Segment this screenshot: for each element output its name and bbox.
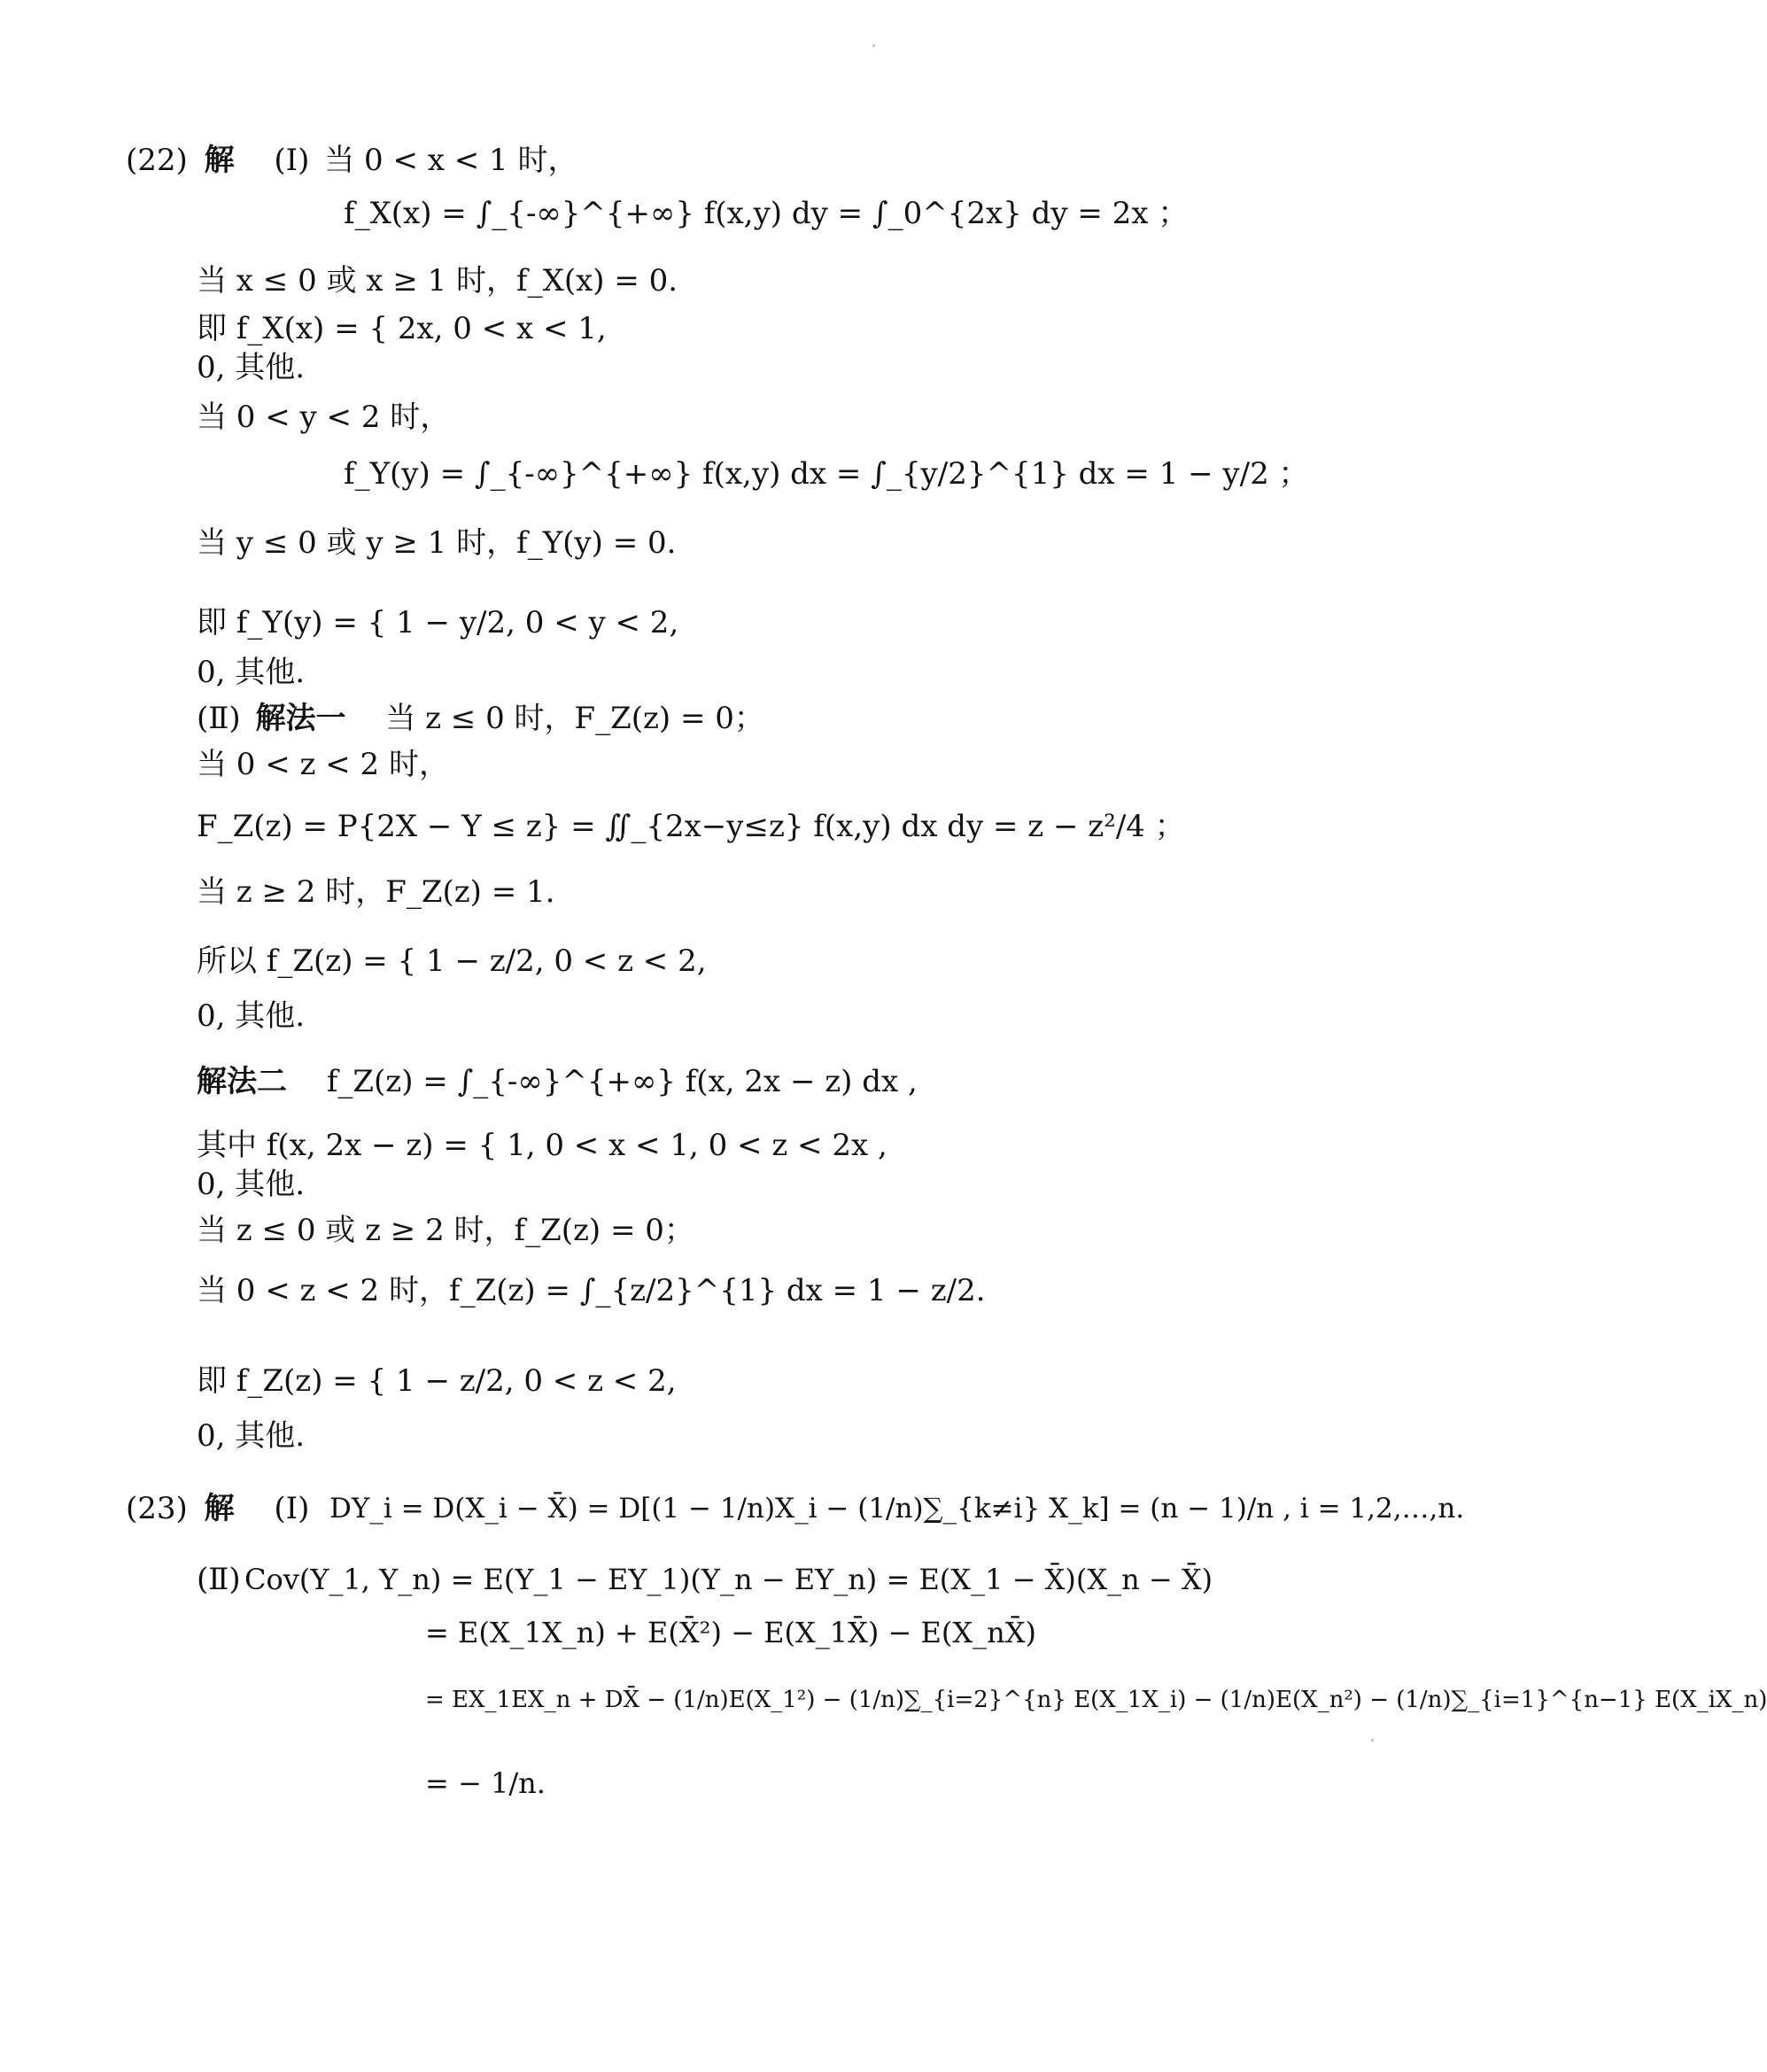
formula-fy: f_Y(y) = ∫_{-∞}^{+∞} f(x,y) dx = ∫_{y/2}^{1} dx = 1 − y/2 ； [344,456,1309,492]
problem-23-heading [126,1488,309,1529]
piecewise-fx-2: 0, 其他. [197,350,306,385]
piecewise-f-2: 0, 其他. [197,1167,306,1202]
cov-line-1: Cov(Y_1, Y_n) = E(Y_1 − EY_1)(Y_n − EY_n) = E(X_1 − X̄)(X_n − X̄) [244,1563,1213,1596]
scan-speck [1371,1739,1374,1742]
problem-number: (22) [126,143,188,178]
problem-22-heading [126,140,577,181]
text-line: 当 z ≤ 0 时，F_Z(z) = 0； [385,701,764,736]
text-line: 当 y ≤ 0 或 y ≥ 1 时，f_Y(y) = 0. [197,525,677,561]
cov-line-4: = − 1/n. [425,1766,546,1800]
text-line: 当 z ≥ 2 时，F_Z(z) = 1. [197,874,555,910]
formula-fz: 当 0 < z < 2 时，f_Z(z) = ∫_{z/2}^{1} dx = 1 − z/2. [197,1273,986,1308]
formula-fz-integral: f_Z(z) = ∫_{-∞}^{+∞} f(x, 2x − z) dx , [326,1064,918,1099]
problem-number: (23) [126,1491,188,1526]
method2-heading [197,1061,918,1102]
piecewise-fy-1: 即 f_Y(y) = { 1 − y/2, 0 < y < 2, [197,605,679,640]
formula-DY: DY_i = D(X_i − X̄) = D[(1 − 1/n)X_i − (1/n)∑_{k≠i} X_k] = (n − 1)/n , i = 1,2,…,n. [329,1493,1465,1525]
piecewise-fx-1: 即 f_X(x) = { 2x, 0 < x < 1, [197,311,607,346]
scan-speck [872,44,875,47]
piecewise-fz-1: 所以 f_Z(z) = { 1 − z/2, 0 < z < 2, [197,943,707,979]
method-label: 解法一 [255,701,346,736]
piecewise-fy-2: 0, 其他. [197,655,306,690]
part-label: (Ⅰ) [274,1491,310,1526]
part-label: (Ⅱ) [197,701,241,736]
part-label: (Ⅰ) [274,143,310,178]
piecewise-fz-2: 0, 其他. [197,998,306,1034]
text-line: 当 z ≤ 0 或 z ≥ 2 时，f_Z(z) = 0； [197,1213,694,1248]
cov-line-2: = E(X_1X_n) + E(X̄²) − E(X_1X̄) − E(X_nX̄) [425,1616,1036,1649]
text-line: 当 x ≤ 0 或 x ≥ 1 时，f_X(x) = 0. [197,263,678,299]
formula-Fz: F_Z(z) = P{2X − Y ≤ z} = ∬_{2x−y≤z} f(x,y) dx dy = z − z²/4 ； [197,809,1185,844]
part2-heading [197,698,764,739]
text-line: 当 0 < z < 2 时， [197,747,449,782]
piecewise-fz2-1: 即 f_Z(z) = { 1 − z/2, 0 < z < 2, [197,1363,677,1399]
solve-label: 解 [204,1491,235,1526]
text-line: 当 0 < x < 1 时， [324,143,578,178]
piecewise-fz2-2: 0, 其他. [197,1418,306,1454]
part2-label: (Ⅱ) [197,1562,241,1597]
formula-fx: f_X(x) = ∫_{-∞}^{+∞} f(x,y) dy = ∫_0^{2x} dy = 2x ； [344,196,1189,231]
piecewise-f-1: 其中 f(x, 2x − z) = { 1, 0 < x < 1, 0 < z < 2x , [197,1128,887,1163]
method-label: 解法二 [197,1064,287,1099]
cov-line-3: = EX_1EX_n + DX̄ − (1/n)E(X_1²) − (1/n)∑_{i=2}^{n} E(X_1X_i) − (1/n)E(X_n²) − (1/n)∑_{i=1}^{n−1} E(X_iX_n) [425,1687,1767,1713]
text-line: 当 0 < y < 2 时， [197,400,451,435]
solve-label: 解 [204,143,235,178]
